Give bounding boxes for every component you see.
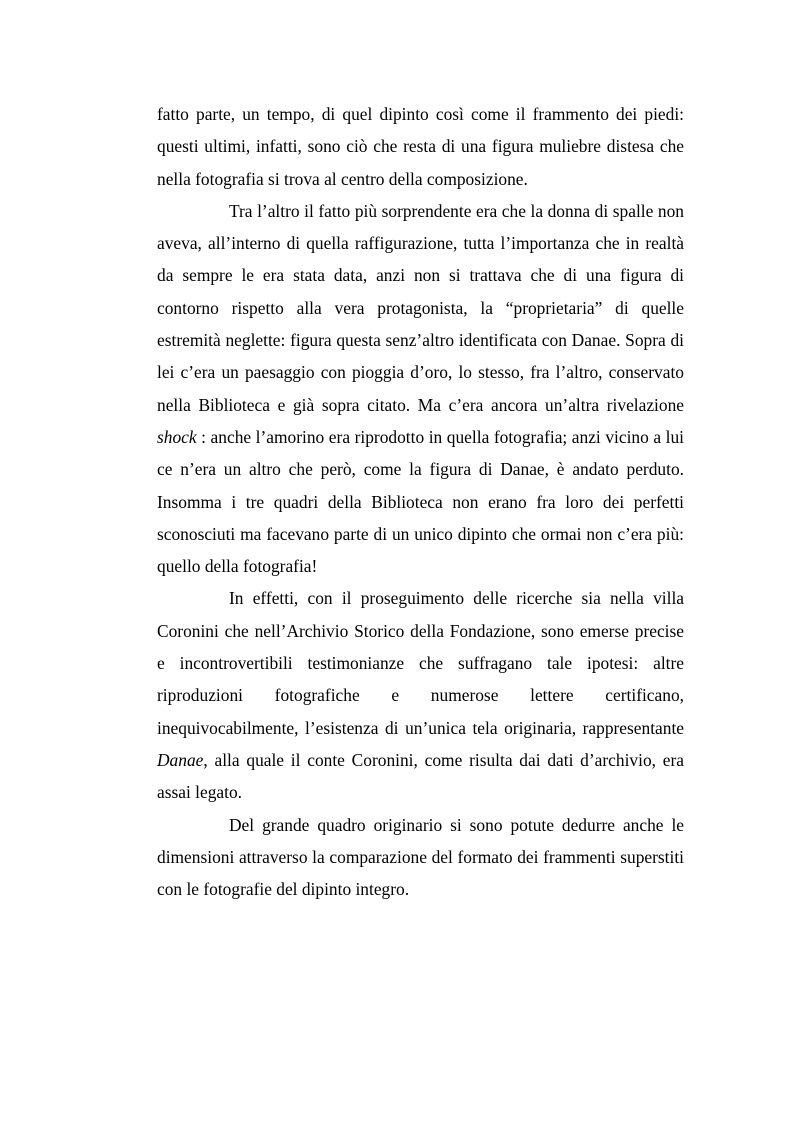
italic-term-shock: shock [157,426,197,447]
paragraph-3-text-b: , alla quale il conte Coronini, come risulta dai dati d’archivio, era assai legato. [157,749,684,803]
paragraph-4-text: Del grande quadro originario si sono potute dedurre anche le dimensioni attraverso la comparazione del formato dei frammenti superstiti con le fotografie del dipinto integro. [157,814,684,900]
italic-title-danae: Danae [157,749,204,770]
paragraph-1-text: fatto parte, un tempo, di quel dipinto così come il frammento dei piedi: questi ultimi, infatti, sono ciò che resta di una figura muliebre distesa che nella fotografia si trova al centro della composizione. [157,104,684,189]
paragraph-1 [157,98,684,195]
paragraph-3-text-a: In effetti, con il proseguimento delle ricerche sia nella villa Coronini che nell’Archivio Storico della Fondazione, sono emerse precise e incontrovertibili testimonianze che suffragano tale ipotesi: altre riproduzioni fotografiche e numerose lettere certificano, inequivocabilmente, l’esistenza di un’unica tela originaria, rappresentante [157,588,684,738]
paragraph-3 [157,582,684,808]
paragraph-2-text-a: Tra l’altro il fatto più sorprendente era che la donna di spalle non aveva, all’interno di quella raffigurazione, tutta l’importanza che in realtà da sempre le era stata data, anzi non si trattava che di una figura di contorno rispetto alla vera protagonista, la “proprietaria” di quelle estremità neglette: figura questa senz’altro identificata con Danae. Sopra di lei c’era un paesaggio con pioggia d’oro, lo stesso, fra l’altro, conservato nella Biblioteca e già sopra citato. Ma c’era ancora un’altra rivelazione [157,200,684,415]
paragraph-4 [157,809,684,906]
paragraph-2 [157,195,684,583]
document-page [157,98,684,905]
paragraph-2-text-b: : anche l’amorino era riprodotto in quella fotografia; anzi vicino a lui ce n’era un altro che però, come la figura di Danae, è andato perduto. Insomma i tre quadri della Biblioteca non erano fra loro dei perfetti sconosciuti ma facevano parte di un unico dipinto che ormai non c’era più: quello della fotografia! [157,426,684,577]
